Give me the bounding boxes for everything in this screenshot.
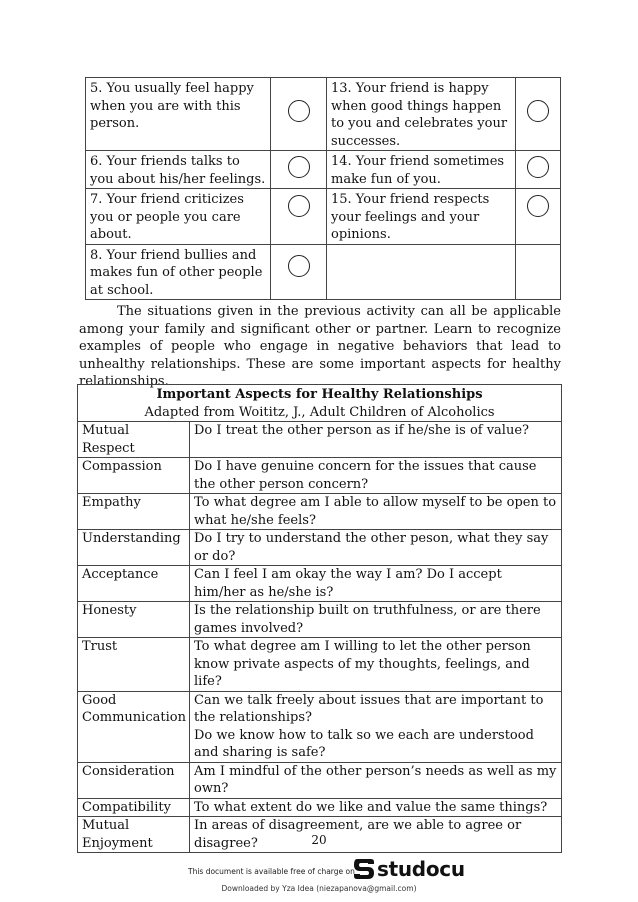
aspect-question: Do I treat the other person as if he/she is of value? — [190, 422, 562, 458]
empty-cell — [516, 244, 561, 300]
statement-cell: 7. Your friend criticizes you or people you care about. — [86, 189, 271, 245]
answer-cell[interactable] — [516, 189, 561, 245]
aspect-question: To what extent do we like and value the same things? — [190, 798, 562, 817]
aspect-question: Do I try to understand the other peson, what they say or do? — [190, 530, 562, 566]
statement-cell: 5. You usually feel happy when you are with this person. — [86, 78, 271, 151]
answer-circle[interactable] — [527, 100, 549, 122]
table-row — [78, 638, 562, 692]
aspect-term: Empathy — [78, 494, 190, 530]
answer-cell[interactable] — [516, 78, 561, 151]
aspect-term: Acceptance — [78, 566, 190, 602]
aspect-question: Do we know how to talk so we each are understood and sharing is safe? — [194, 727, 534, 760]
table-row — [86, 78, 561, 151]
table-row — [78, 494, 562, 530]
aspect-term: Good Communication — [78, 691, 190, 762]
answer-cell[interactable] — [271, 151, 327, 189]
aspect-question-cell — [190, 691, 562, 762]
table-title: Important Aspects for Healthy Relationships — [156, 387, 483, 402]
aspect-term: Compassion — [78, 458, 190, 494]
aspect-term: Honesty — [78, 602, 190, 638]
aspect-question: Am I mindful of the other person’s needs as well as my own? — [190, 762, 562, 798]
page-number: 20 — [311, 833, 327, 847]
studocu-logo[interactable] — [353, 856, 465, 882]
table-subtitle: Adapted from Woititz, J., Adult Children of Alcoholics — [144, 404, 495, 420]
availability-note: This document is available free of charge on — [188, 867, 355, 876]
table-row — [78, 602, 562, 638]
aspect-question: Do I have genuine concern for the issues that cause the other person concern? — [190, 458, 562, 494]
statement-cell: 13. Your friend is happy when good things happen to you and celebrates your successes. — [327, 78, 516, 151]
brand-name: studocu — [377, 857, 465, 881]
answer-circle[interactable] — [527, 156, 549, 178]
table-row — [86, 244, 561, 300]
aspect-term: Understanding — [78, 530, 190, 566]
table-header — [78, 385, 562, 422]
table-row — [78, 566, 562, 602]
table-row — [78, 458, 562, 494]
answer-circle[interactable] — [288, 100, 310, 122]
statement-cell: 8. Your friend bullies and makes fun of other people at school. — [86, 244, 271, 300]
aspect-term: Compatibility — [78, 798, 190, 817]
aspect-term: Mutual Enjoyment — [78, 817, 190, 853]
intro-paragraph: The situations given in the previous activity can all be applicable among your family and significant other or partner. Learn to recognize examples of people who engage in negative behaviors that lead to unhealthy relationships. These are some important aspects for healthy relationships. — [79, 304, 561, 389]
table-row — [78, 530, 562, 566]
activity-table — [85, 77, 561, 300]
aspect-question: Is the relationship built on truthfulness, or are there games involved? — [190, 602, 562, 638]
table-row — [78, 798, 562, 817]
answer-cell[interactable] — [271, 78, 327, 151]
answer-circle[interactable] — [288, 195, 310, 217]
aspect-question: In areas of disagreement, are we able to agree or disagree? — [190, 817, 562, 853]
aspect-question: Can I feel I am okay the way I am? Do I accept him/her as he/she is? — [190, 566, 562, 602]
aspect-term: Consideration — [78, 762, 190, 798]
download-note: Downloaded by Yza Idea (niezapanova@gmail.com) — [221, 884, 417, 893]
aspect-term: Mutual Respect — [78, 422, 190, 458]
aspects-table — [77, 384, 562, 853]
studocu-logo-icon — [353, 856, 375, 882]
answer-cell[interactable] — [271, 189, 327, 245]
table-row — [86, 189, 561, 245]
table-row — [86, 151, 561, 189]
aspect-term: Trust — [78, 638, 190, 692]
table-header-row — [78, 385, 562, 422]
answer-cell[interactable] — [271, 244, 327, 300]
statement-cell: 15. Your friend respects your feelings and your opinions. — [327, 189, 516, 245]
table-row — [78, 422, 562, 458]
statement-cell — [327, 244, 516, 300]
statement-cell: 6. Your friends talks to you about his/her feelings. — [86, 151, 271, 189]
aspect-question: Can we talk freely about issues that are important to the relationships? — [194, 692, 544, 725]
answer-circle[interactable] — [288, 156, 310, 178]
aspect-question: To what degree am I able to allow myself to be open to what he/she feels? — [190, 494, 562, 530]
aspect-question: To what degree am I willing to let the other person know private aspects of my thoughts, feelings, and life? — [190, 638, 562, 692]
statement-cell: 14. Your friend sometimes make fun of you. — [327, 151, 516, 189]
answer-circle[interactable] — [288, 255, 310, 277]
answer-cell[interactable] — [516, 151, 561, 189]
answer-circle[interactable] — [527, 195, 549, 217]
table-row — [78, 762, 562, 798]
table-row — [78, 691, 562, 762]
